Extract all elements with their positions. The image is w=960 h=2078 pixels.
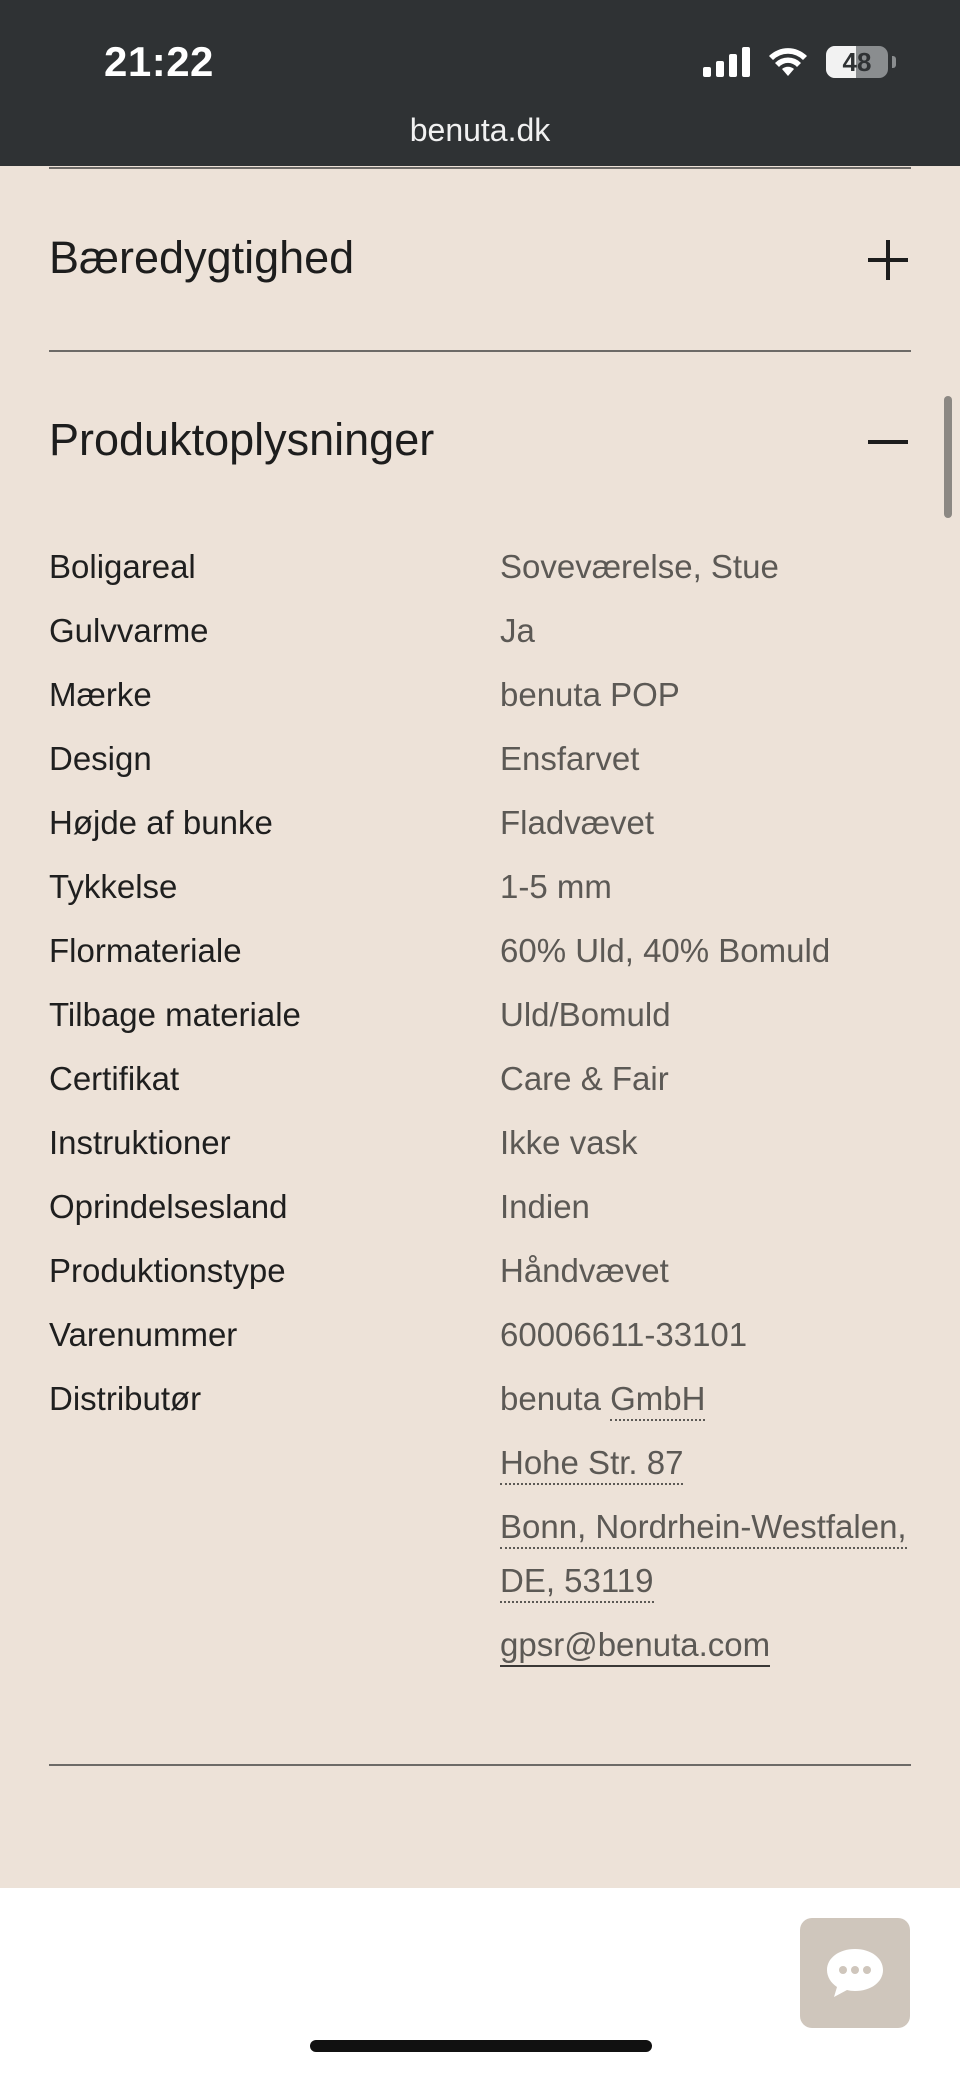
wifi-icon <box>768 46 808 78</box>
distributor-email-link[interactable]: gpsr@benuta.com <box>500 1626 770 1667</box>
spec-row <box>49 676 919 740</box>
status-icons <box>703 46 896 78</box>
chat-bubble-icon <box>823 1945 887 2001</box>
home-indicator[interactable] <box>310 2040 652 2052</box>
spec-value: Uld/Bomuld <box>500 996 671 1033</box>
distributor-city <box>500 1508 907 1546</box>
spec-value: 60006611-33101 <box>500 1316 748 1353</box>
spec-value: Soveværelse, Stue <box>500 548 779 585</box>
spec-value: Ikke vask <box>500 1124 638 1161</box>
spec-row <box>49 996 919 1060</box>
spec-row <box>49 932 919 996</box>
spec-row <box>49 1188 919 1252</box>
spec-row <box>49 804 919 868</box>
spec-value: Håndvævet <box>500 1252 669 1289</box>
distributor-street-link[interactable]: Hohe Str. 87 <box>500 1444 683 1485</box>
spec-value: Ja <box>500 612 535 649</box>
status-time: 21:22 <box>104 38 214 85</box>
distributor-name <box>500 1380 705 1418</box>
divider <box>49 1764 911 1766</box>
distributor-label: Distributør <box>49 1380 202 1417</box>
spec-label: Certifikat <box>49 1060 180 1097</box>
accordion-title-sustainability[interactable]: Bæredygtighed <box>49 232 355 283</box>
chat-button[interactable] <box>800 1918 910 2028</box>
spec-label: Tilbage materiale <box>49 996 301 1033</box>
distributor-city-link[interactable]: Bonn, Nordrhein-Westfalen, <box>500 1508 907 1549</box>
spec-label: Varenummer <box>49 1316 238 1353</box>
spec-row <box>49 1124 919 1188</box>
spec-label: Højde af bunke <box>49 804 273 841</box>
spec-row <box>49 868 919 932</box>
spec-row <box>49 740 919 804</box>
spec-label: Oprindelsesland <box>49 1188 288 1225</box>
divider <box>49 350 911 352</box>
spec-value: benuta POP <box>500 676 680 713</box>
spec-row <box>49 1316 919 1380</box>
page-scrollbar[interactable] <box>944 396 952 518</box>
battery-icon <box>826 46 888 78</box>
spec-row <box>49 548 919 612</box>
spec-value: Ensfarvet <box>500 740 640 777</box>
distributor-country-zip-link[interactable]: DE, 53119 <box>500 1562 654 1603</box>
spec-label: Instruktioner <box>49 1124 231 1161</box>
spec-label: Design <box>49 740 152 777</box>
spec-label: Mærke <box>49 676 152 713</box>
distributor-country-zip <box>500 1562 654 1600</box>
distributor-street <box>500 1444 683 1482</box>
spec-label: Gulvvarme <box>49 612 209 649</box>
divider <box>49 167 911 169</box>
address-bar[interactable]: benuta.dk <box>409 112 551 148</box>
distributor-email <box>500 1626 770 1664</box>
spec-row <box>49 1252 919 1316</box>
minus-icon[interactable] <box>868 422 908 462</box>
distributor-row <box>49 1380 919 1444</box>
spec-label: Produktionstype <box>49 1252 286 1289</box>
plus-icon[interactable] <box>868 240 908 280</box>
distributor-name-link[interactable]: GmbH <box>610 1380 705 1421</box>
distributor-name-prefix: benuta <box>500 1380 611 1417</box>
battery-cap <box>892 56 896 68</box>
battery-level: 48 <box>842 46 872 77</box>
spec-value: Care & Fair <box>500 1060 669 1097</box>
spec-value: Indien <box>500 1188 590 1225</box>
spec-row <box>49 612 919 676</box>
cellular-signal-icon <box>703 47 750 77</box>
accordion-title-product-info[interactable]: Produktoplysninger <box>49 414 435 465</box>
spec-value: Fladvævet <box>500 804 655 841</box>
spec-row <box>49 1060 919 1124</box>
spec-value: 1-5 mm <box>500 868 612 905</box>
spec-label: Boligareal <box>49 548 196 585</box>
spec-label: Tykkelse <box>49 868 178 905</box>
spec-value: 60% Uld, 40% Bomuld <box>500 932 831 969</box>
browser-top-bar <box>0 0 960 166</box>
spec-label: Flormateriale <box>49 932 242 969</box>
